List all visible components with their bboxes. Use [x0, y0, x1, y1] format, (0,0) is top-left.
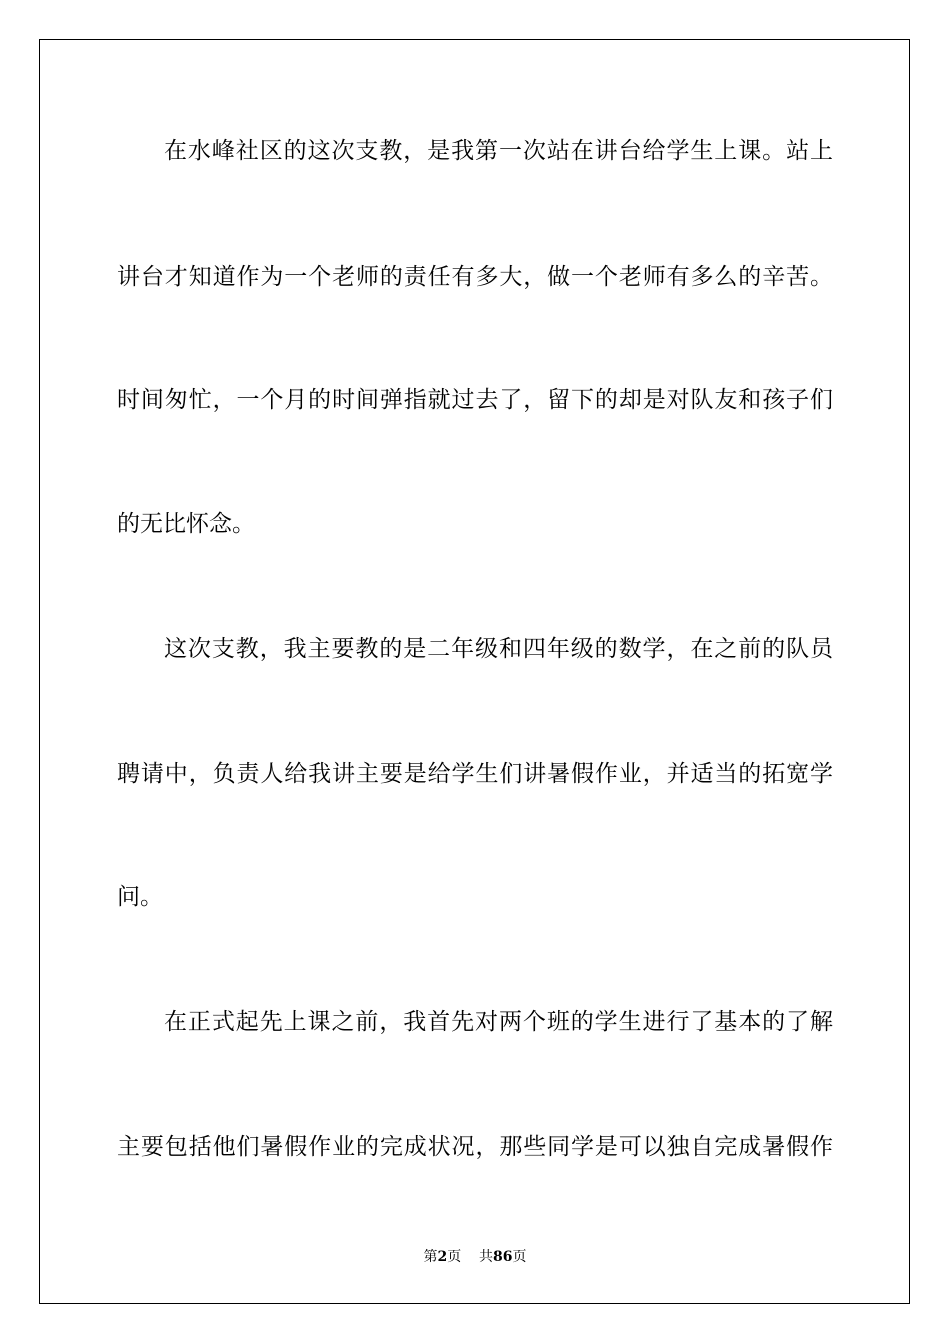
body-text-line: 在正式起先上课之前，我首先对两个班的学生进行了基本的了解	[164, 1009, 833, 1035]
body-text-line: 主要包括他们暑假作业的完成状况，那些同学是可以独自完成暑假作	[117, 1134, 833, 1160]
page-label-prefix: 第	[423, 1249, 438, 1265]
page-label-suffix: 页	[447, 1249, 462, 1265]
body-text-line: 讲台才知道作为一个老师的责任有多大，做一个老师有多么的辛苦。	[117, 264, 833, 290]
body-text-line: 这次支教，我主要教的是二年级和四年级的数学，在之前的队员	[164, 636, 833, 662]
total-pages: 86	[493, 1249, 513, 1265]
body-text-line: 时间匆忙，一个月的时间弹指就过去了，留下的却是对队友和孩子们	[117, 387, 833, 413]
total-label-suffix: 页	[512, 1249, 527, 1265]
total-label-prefix: 共	[479, 1249, 494, 1265]
body-text-line: 聘请中，负责人给我讲主要是给学生们讲暑假作业，并适当的拓宽学	[117, 761, 833, 787]
page-number: 2	[437, 1249, 448, 1265]
page-footer	[0, 1248, 950, 1266]
body-text-line: 问。	[117, 884, 163, 910]
page-border	[39, 39, 910, 1304]
body-text-line: 的无比怀念。	[117, 511, 255, 537]
body-text-line: 在水峰社区的这次支教，是我第一次站在讲台给学生上课。站上	[164, 138, 833, 164]
